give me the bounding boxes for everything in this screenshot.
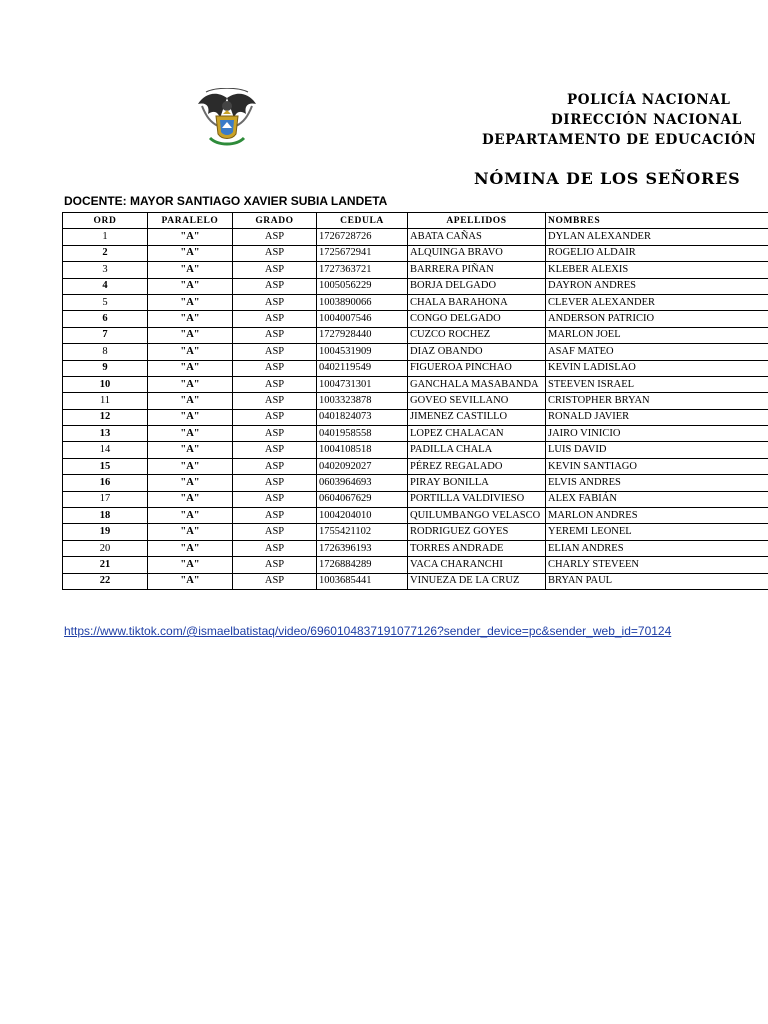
grado-cell: ASP [233,442,317,458]
document-title: NÓMINA DE LOS SEÑORES [474,169,741,188]
nombres-cell: KEVIN SANTIAGO [546,458,768,474]
grado-cell: ASP [233,278,317,294]
paralelo-cell: "A" [148,442,233,458]
ord-cell: 4 [63,278,148,294]
table-row [63,458,768,474]
table-row [63,376,768,392]
ord-cell: 13 [63,426,148,442]
cedula-cell: 1727363721 [317,262,408,278]
apellidos-cell: VINUEZA DE LA CRUZ [408,573,546,589]
table-row [63,229,768,245]
apellidos-cell: BORJA DELGADO [408,278,546,294]
header-line-1: POLICÍA NACIONAL [567,92,731,108]
cedula-cell: 0604067629 [317,491,408,507]
grado-cell: ASP [233,262,317,278]
table-row [63,475,768,491]
paralelo-cell: "A" [148,458,233,474]
cedula-cell: 0402092027 [317,458,408,474]
apellidos-cell: PÉREZ REGALADO [408,458,546,474]
header-line-3: DEPARTAMENTO DE EDUCACIÓN [482,132,757,148]
grado-cell: ASP [233,557,317,573]
cedula-cell: 1003685441 [317,573,408,589]
nombres-cell: STEEVEN ISRAEL [546,376,768,392]
cedula-cell: 1726884289 [317,557,408,573]
grado-cell: ASP [233,344,317,360]
ord-cell: 16 [63,475,148,491]
grado-cell: ASP [233,426,317,442]
paralelo-cell: "A" [148,360,233,376]
apellidos-cell: QUILUMBANGO VELASCO [408,508,546,524]
cedula-cell: 1003890066 [317,294,408,310]
nombres-cell: YEREMI LEONEL [546,524,768,540]
ord-cell: 11 [63,393,148,409]
ord-cell: 12 [63,409,148,425]
nombres-cell: ANDERSON PATRICIO [546,311,768,327]
table-row [63,262,768,278]
column-header: GRADO [233,213,317,229]
apellidos-cell: ALQUINGA BRAVO [408,245,546,261]
grado-cell: ASP [233,409,317,425]
cedula-cell: 1727928440 [317,327,408,343]
ord-cell: 18 [63,508,148,524]
cedula-cell: 1005056229 [317,278,408,294]
ord-cell: 3 [63,262,148,278]
table-row [63,294,768,310]
table-row [63,540,768,556]
docente-label: DOCENTE: MAYOR SANTIAGO XAVIER SUBIA LANDETA [64,194,388,208]
header-line-2: DIRECCIÓN NACIONAL [551,112,742,128]
cedula-cell: 0401958558 [317,426,408,442]
cedula-cell: 1004531909 [317,344,408,360]
students-table [62,212,768,590]
column-header: NOMBRES [546,213,768,229]
table-row [63,491,768,507]
cedula-cell: 1004007546 [317,311,408,327]
apellidos-cell: DIAZ OBANDO [408,344,546,360]
grado-cell: ASP [233,540,317,556]
grado-cell: ASP [233,327,317,343]
table-row [63,442,768,458]
apellidos-cell: PIRAY BONILLA [408,475,546,491]
apellidos-cell: JIMENEZ CASTILLO [408,409,546,425]
grado-cell: ASP [233,458,317,474]
ord-cell: 14 [63,442,148,458]
ord-cell: 21 [63,557,148,573]
paralelo-cell: "A" [148,229,233,245]
paralelo-cell: "A" [148,475,233,491]
table-row [63,524,768,540]
paralelo-cell: "A" [148,491,233,507]
cedula-cell: 0603964693 [317,475,408,491]
table-row [63,508,768,524]
apellidos-cell: ABATA CAÑAS [408,229,546,245]
table-row [63,557,768,573]
table-row [63,360,768,376]
cedula-cell: 1004731301 [317,376,408,392]
apellidos-cell: TORRES ANDRADE [408,540,546,556]
table-row [63,344,768,360]
paralelo-cell: "A" [148,344,233,360]
apellidos-cell: PADILLA CHALA [408,442,546,458]
nombres-cell: ROGELIO ALDAIR [546,245,768,261]
grado-cell: ASP [233,393,317,409]
table-row [63,573,768,589]
nombres-cell: MARLON ANDRES [546,508,768,524]
paralelo-cell: "A" [148,311,233,327]
cedula-cell: 1755421102 [317,524,408,540]
ord-cell: 2 [63,245,148,261]
ord-cell: 20 [63,540,148,556]
ord-cell: 17 [63,491,148,507]
apellidos-cell: LOPEZ CHALACAN [408,426,546,442]
ord-cell: 1 [63,229,148,245]
cedula-cell: 1003323878 [317,393,408,409]
nombres-cell: MARLON JOEL [546,327,768,343]
grado-cell: ASP [233,376,317,392]
apellidos-cell: PORTILLA VALDIVIESO [408,491,546,507]
nombres-cell: DYLAN ALEXANDER [546,229,768,245]
table-row [63,278,768,294]
nombres-cell: KEVIN LADISLAO [546,360,768,376]
paralelo-cell: "A" [148,409,233,425]
apellidos-cell: RODRIGUEZ GOYES [408,524,546,540]
nombres-cell: LUIS DAVID [546,442,768,458]
nombres-cell: CHARLY STEVEEN [546,557,768,573]
cedula-cell: 1726396193 [317,540,408,556]
grado-cell: ASP [233,573,317,589]
cedula-cell: 1004204010 [317,508,408,524]
nombres-cell: CLEVER ALEXANDER [546,294,768,310]
ord-cell: 7 [63,327,148,343]
apellidos-cell: GANCHALA MASABANDA [408,376,546,392]
grado-cell: ASP [233,294,317,310]
paralelo-cell: "A" [148,540,233,556]
apellidos-cell: BARRERA PIÑAN [408,262,546,278]
nombres-cell: JAIRO VINICIO [546,426,768,442]
cedula-cell: 1725672941 [317,245,408,261]
nombres-cell: RONALD JAVIER [546,409,768,425]
ord-cell: 5 [63,294,148,310]
nombres-cell: ELVIS ANDRES [546,475,768,491]
cedula-cell: 1726728726 [317,229,408,245]
ord-cell: 19 [63,524,148,540]
apellidos-cell: CUZCO ROCHEZ [408,327,546,343]
nombres-cell: KLEBER ALEXIS [546,262,768,278]
paralelo-cell: "A" [148,557,233,573]
table-row [63,245,768,261]
column-header: CEDULA [317,213,408,229]
nombres-cell: ELIAN ANDRES [546,540,768,556]
table-row [63,311,768,327]
nombres-cell: BRYAN PAUL [546,573,768,589]
grado-cell: ASP [233,475,317,491]
nombres-cell: ALEX FABIÁN [546,491,768,507]
ord-cell: 6 [63,311,148,327]
paralelo-cell: "A" [148,573,233,589]
ord-cell: 15 [63,458,148,474]
grado-cell: ASP [233,245,317,261]
column-header: APELLIDOS [408,213,546,229]
apellidos-cell: FIGUEROA PINCHAO [408,360,546,376]
tiktok-link[interactable]: https://www.tiktok.com/@ismaelbatistaq/video/6960104837191077126?sender_device=pc&sender_web_id=70124 [64,624,672,638]
paralelo-cell: "A" [148,426,233,442]
column-header: ORD [63,213,148,229]
ord-cell: 10 [63,376,148,392]
grado-cell: ASP [233,311,317,327]
apellidos-cell: VACA CHARANCHI [408,557,546,573]
table-header-row [63,213,768,229]
paralelo-cell: "A" [148,508,233,524]
apellidos-cell: CONGO DELGADO [408,311,546,327]
table-row [63,393,768,409]
paralelo-cell: "A" [148,327,233,343]
ord-cell: 8 [63,344,148,360]
grado-cell: ASP [233,524,317,540]
apellidos-cell: GOVEO SEVILLANO [408,393,546,409]
table-row [63,327,768,343]
ord-cell: 9 [63,360,148,376]
paralelo-cell: "A" [148,294,233,310]
paralelo-cell: "A" [148,262,233,278]
police-emblem-logo [196,88,258,154]
cedula-cell: 0402119549 [317,360,408,376]
cedula-cell: 1004108518 [317,442,408,458]
paralelo-cell: "A" [148,393,233,409]
apellidos-cell: CHALA BARAHONA [408,294,546,310]
table-row [63,409,768,425]
cedula-cell: 0401824073 [317,409,408,425]
nombres-cell: ASAF MATEO [546,344,768,360]
column-header: PARALELO [148,213,233,229]
grado-cell: ASP [233,491,317,507]
paralelo-cell: "A" [148,524,233,540]
paralelo-cell: "A" [148,278,233,294]
paralelo-cell: "A" [148,245,233,261]
grado-cell: ASP [233,360,317,376]
table-row [63,426,768,442]
grado-cell: ASP [233,508,317,524]
paralelo-cell: "A" [148,376,233,392]
nombres-cell: DAYRON ANDRES [546,278,768,294]
ord-cell: 22 [63,573,148,589]
grado-cell: ASP [233,229,317,245]
nombres-cell: CRISTOPHER BRYAN [546,393,768,409]
